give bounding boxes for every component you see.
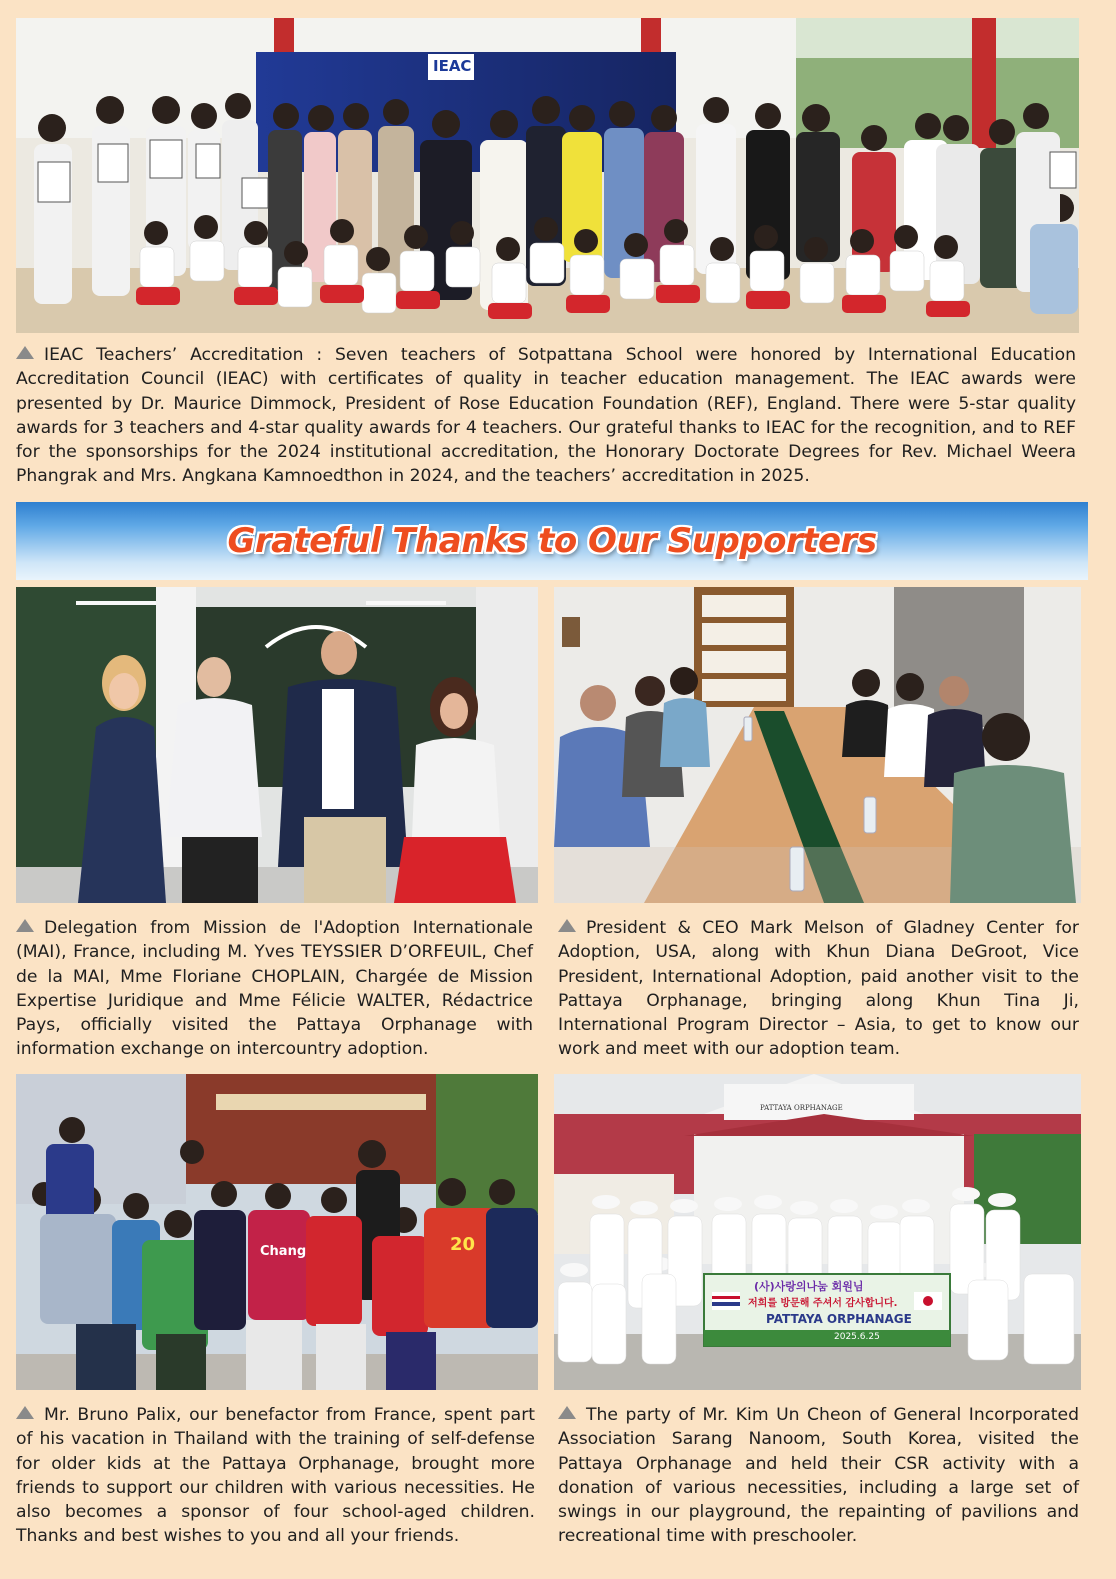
jersey-brand-text: Chang bbox=[260, 1244, 307, 1259]
supporters-banner bbox=[16, 502, 1088, 580]
korean-banner-line2: 저희를 방문해 주셔서 감사합니다. bbox=[748, 1298, 898, 1309]
ieac-group-photo bbox=[16, 18, 1079, 333]
jersey-number-text: 20 bbox=[450, 1234, 476, 1255]
korean-banner-name: PATTAYA ORPHANAGE bbox=[766, 1312, 912, 1326]
korean-banner-line1: (사)사랑의나눔 회원님 bbox=[754, 1280, 864, 1293]
korean-banner-date: 2025.6.25 bbox=[834, 1332, 880, 1342]
banner-title: Grateful Thanks to Our Supporters bbox=[227, 521, 877, 561]
mai-delegation-photo bbox=[16, 587, 538, 903]
gladney-meeting-photo bbox=[554, 587, 1081, 903]
triangle-marker-icon bbox=[16, 1406, 34, 1419]
mai-caption: Delegation from Mission de l'Adoption Internationale (MAI), France, including M. Yves TEYSSIER D’ORFEUIL, Chef de la MAI, Mme Floriane CHOPLAIN, Chargée de Mission Expertise Juridique and Mme Félicie WALTER, Rédactrice Pays, officially visited the Pattaya Orphanage with information exchange on intercountry adoption. bbox=[16, 918, 533, 1060]
kim-group-photo bbox=[554, 1074, 1081, 1390]
ieac-caption: IEAC Teachers’ Accreditation : Seven teachers of Sotpattana School were honored by International Education Accreditation Council (IEAC) with certificates of quality in teacher education management. The IEAC awards were presented by Dr. Maurice Dimmock, President of Rose Education Foundation (REF), England. There were 5-star quality awards for 3 teachers and 4-star quality awards for 4 teachers. Our grateful thanks to IEAC for the recognition, and to REF for the sponsorships for the 2024 institutional accreditation, the Honorary Doctorate Degrees for Rev. Michael Weera Phangrak and Mrs. Angkana Kamnoedthon in 2024, and the teachers’ accreditation in 2025. bbox=[16, 345, 1076, 487]
triangle-marker-icon bbox=[558, 1406, 576, 1419]
seated-children bbox=[116, 193, 976, 333]
bruno-caption: Mr. Bruno Palix, our benefactor from France, spent part of his vacation in Thailand with the training of self-defense for older kids at the Pattaya Orphanage, brought more friends to support our children with various necessities. He also becomes a sponsor of four school-aged children. Thanks and best wishes to you and all your friends. bbox=[16, 1405, 535, 1547]
ieac-logo-text: IEAC bbox=[433, 57, 472, 75]
triangle-marker-icon bbox=[16, 919, 34, 932]
kim-caption: The party of Mr. Kim Un Cheon of General Incorporated Association Sarang Nanoom, South Korea, visited the Pattaya Orphanage and held their CSR activity with a donation of various necessities, including a large set of swings in our playground, the repainting of pavilions and recreational time with preschooler. bbox=[558, 1405, 1079, 1547]
triangle-marker-icon bbox=[558, 919, 576, 932]
gladney-caption: President & CEO Mark Melson of Gladney Center for Adoption, USA, along with Khun Diana DeGroot, Vice President, International Adoption, paid another visit to the Pattaya Orphanage, bringing along Khun Tina Ji, International Program Director – Asia, to get to know our work and meet with our adoption team. bbox=[558, 918, 1079, 1060]
orphanage-sign-text: PATTAYA ORPHANAGE bbox=[760, 1104, 843, 1112]
triangle-marker-icon bbox=[16, 346, 34, 359]
bruno-group-photo bbox=[16, 1074, 538, 1390]
